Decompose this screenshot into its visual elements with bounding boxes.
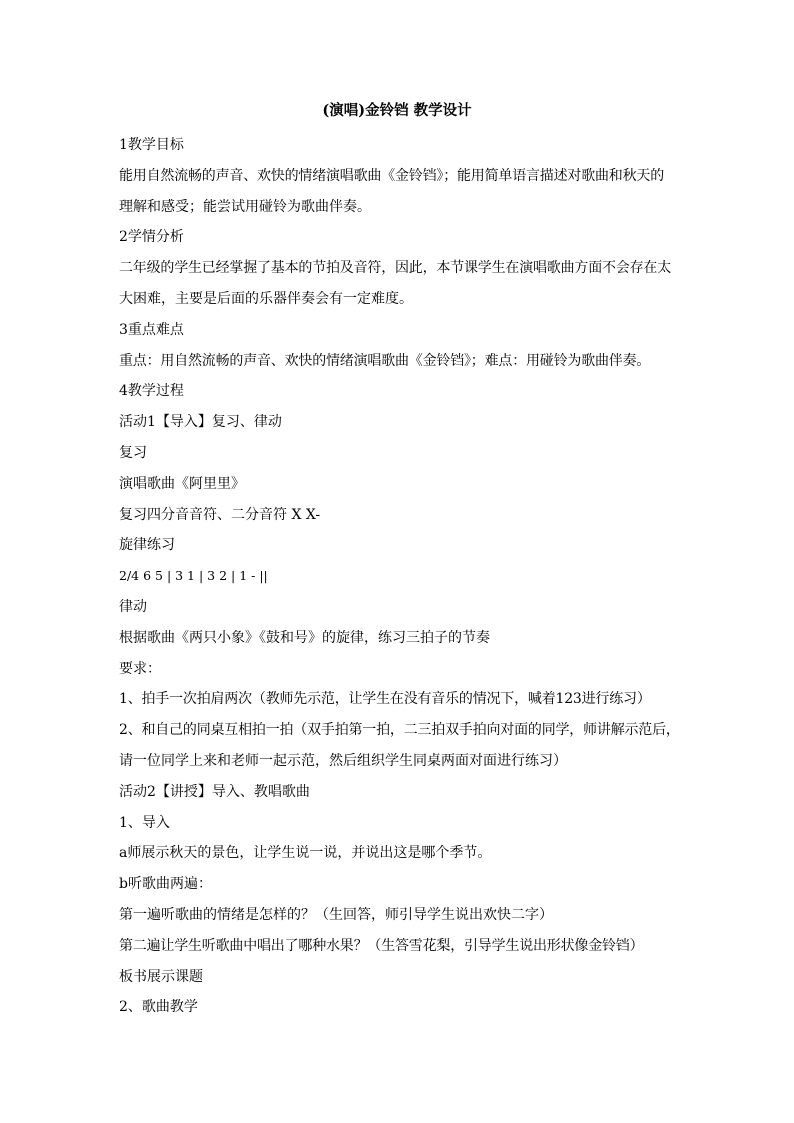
paragraph-line: 请一位同学上来和老师一起示范，然后组织学生同桌两面对面进行练习）: [119, 752, 567, 769]
paragraph-line: 复习四分音音符、二分音符 X X-: [119, 506, 321, 523]
paragraph-line: 大困难，主要是后面的乐器伴奏会有一定难度。: [119, 290, 413, 307]
paragraph-line: 理解和感受；能尝试用碰铃为歌曲伴奏。: [119, 198, 371, 215]
activity-heading: 活动2【讲授】导入、教唱歌曲: [119, 783, 310, 800]
paragraph-line: 二年级的学生已经掌握了基本的节拍及音符，因此，本节课学生在演唱歌曲方面不会存在太: [119, 260, 671, 277]
section-heading-key-points: 3重点难点: [119, 321, 184, 338]
paragraph-line: 1、拍手一次拍肩两次（教师先示范，让学生在没有音乐的情况下，喊着123进行练习）: [119, 691, 651, 708]
paragraph-line: 能用自然流畅的声音、欢快的情绪演唱歌曲《金铃铛》；能用简单语言描述对歌曲和秋天的: [119, 167, 664, 184]
paragraph-line: a师展示秋天的景色，让学生说一说，并说出这是哪个季节。: [119, 845, 492, 862]
paragraph-line: 旋律练习: [119, 537, 175, 554]
paragraph-line: 要求：: [119, 660, 161, 677]
paragraph-line: 第二遍让学生听歌曲中唱出了哪种水果？（生答雪花梨，引导学生说出形状像金铃铛）: [119, 937, 644, 954]
section-heading-objectives: 1教学目标: [119, 137, 184, 153]
activity-heading: 活动1【导入】复习、律动: [119, 414, 282, 431]
paragraph-line: 重点：用自然流畅的声音、欢快的情绪演唱歌曲《金铃铛》；难点：用碰铃为歌曲伴奏。: [119, 352, 651, 369]
document-title: (演唱)金铃铛 教学设计: [322, 102, 472, 119]
paragraph-line: 演唱歌曲《阿里里》: [119, 475, 245, 492]
paragraph-line: 根据歌曲《两只小象》《鼓和号》的旋律，练习三拍子的节奏: [119, 629, 490, 646]
paragraph-line: 2、和自己的同桌互相拍一拍（双手拍第一拍，二三拍双手拍向对面的同学，师讲解示范后，: [119, 722, 680, 739]
paragraph-line: 1、导入: [119, 814, 170, 831]
paragraph-line: 板书展示课题: [119, 968, 203, 985]
section-heading-analysis: 2学情分析: [119, 229, 184, 246]
paragraph-line: b听歌曲两遍：: [119, 876, 212, 893]
section-heading-process: 4教学过程: [119, 383, 184, 400]
paragraph-line: 第一遍听歌曲的情绪是怎样的？（生回答，师引导学生说出欢快二字）: [119, 906, 553, 923]
paragraph-line: 复习: [119, 444, 147, 461]
melody-notation: 2/4 6 5 | 3 1 | 3 2 | 1 - ||: [119, 568, 268, 584]
document-body: [119, 130, 679, 1023]
paragraph-line: 2、歌曲教学: [119, 999, 198, 1016]
paragraph-line: 律动: [119, 598, 147, 615]
